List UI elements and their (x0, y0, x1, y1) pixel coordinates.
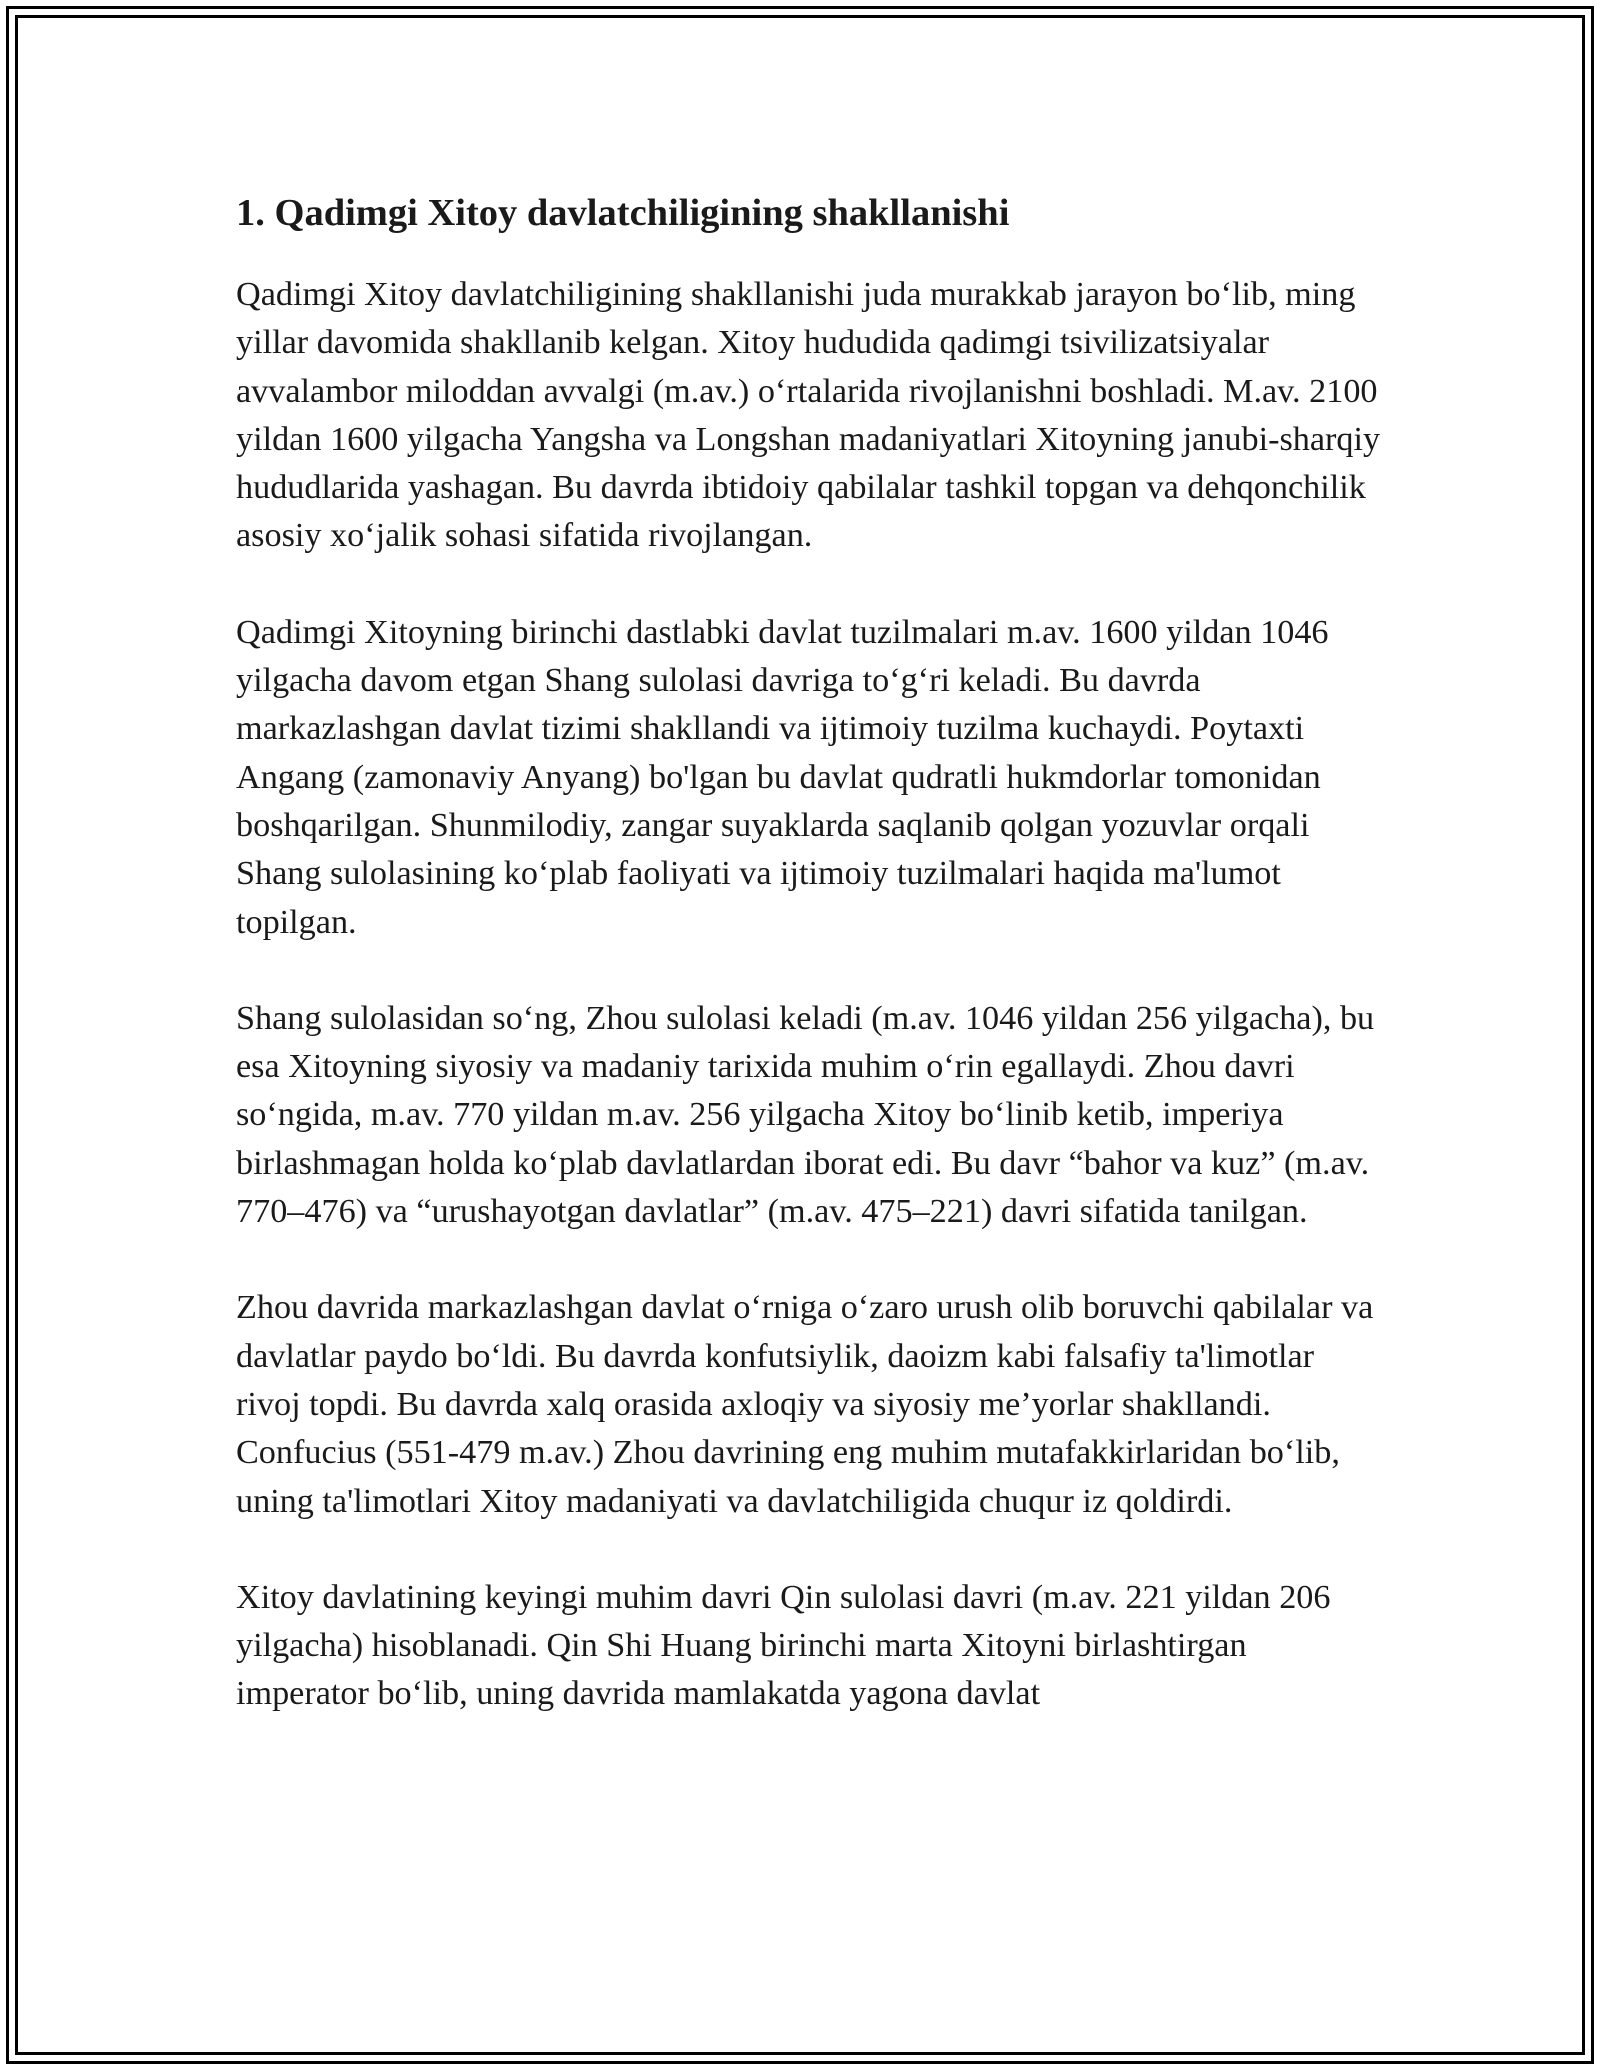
paragraph-5: Xitoy davlatining keyingi muhim davri Qin sulolasi davri (m.av. 221 yildan 206 yilgacha) hisoblanadi. Qin Shi Huang birinchi marta Xitoyni birlashtirgan imperator bo‘lib, uning davrida mamlakatda yagona davlat (236, 1578, 1331, 1713)
paragraph-2: Qadimgi Xitoyning birinchi dastlabki davlat tuzilmalari m.av. 1600 yildan 1046 yilgacha davom etgan Shang sulolasi davriga to‘g‘ri keladi. Bu davrda markazlashgan davlat tizimi shakllandi va ijtimoiy tuzilma kuchaydi. Poytaxti Angang (zamonaviy Anyang) bo'lgan bu davlat qudratli hukmdorlar tomonidan boshqarilgan. Shunmilodiy, zangar suyaklarda saqlanib qolgan yozuvlar orqali Shang sulolasining ko‘plab faoliyati va ijtimoiy tuzilmalari haqida ma'lumot topilgan. (236, 613, 1329, 941)
paragraph-1: Qadimgi Xitoy davlatchiligining shakllanishi juda murakkab jarayon bo‘lib, ming yillar davomida shakllanib kelgan. Xitoy hududida qadimgi tsivilizatsiyalar avvalambor miloddan avvalgi (m.av.) o‘rtalarida rivojlanishni boshladi. M.av. 2100 yildan 1600 yilgacha Yangsha va Longshan madaniyatlari Xitoyning janubi-sharqiy hududlarida yashagan. Bu davrda ibtidoiy qabilalar tashkil topgan va dehqonchilik asosiy xo‘jalik sohasi sifatida rivojlangan. (236, 276, 1381, 555)
paragraph-3: Shang sulolasidan so‘ng, Zhou sulolasi keladi (m.av. 1046 yildan 256 yilgacha), bu esa Xitoyning siyosiy va madaniy tarixida muhim o‘rin egallaydi. Zhou davri so‘ngida, m.av. 770 yildan m.av. 256 yilgacha Xitoy bo‘linib ketib, imperiya birlashmagan holda ko‘plab davlatlardan iborat edi. Bu davr “bahor va kuz” (m.av. 770–476) va “urushayotgan davlatlar” (m.av. 475–221) davri sifatida tanilgan. (236, 999, 1375, 1231)
section-heading: 1. Qadimgi Xitoy davlatchiligining shakllanishi (236, 192, 1010, 234)
paragraph-4: Zhou davrida markazlashgan davlat o‘rniga o‘zaro urush olib boruvchi qabilalar va davlatlar paydo bo‘ldi. Bu davrda konfutsiylik, daoizm kabi falsafiy ta'limotlar rivoj topdi. Bu davrda xalq orasida axloqiy va siyosiy me’yorlar shakllandi. Confucius (551-479 m.av.) Zhou davrining eng muhim mutafakkirlaridan bo‘lib, uning ta'limotlari Xitoy madaniyati va davlatchiligida chuqur iz qoldirdi. (236, 1289, 1374, 1520)
document-body (236, 185, 1386, 1767)
